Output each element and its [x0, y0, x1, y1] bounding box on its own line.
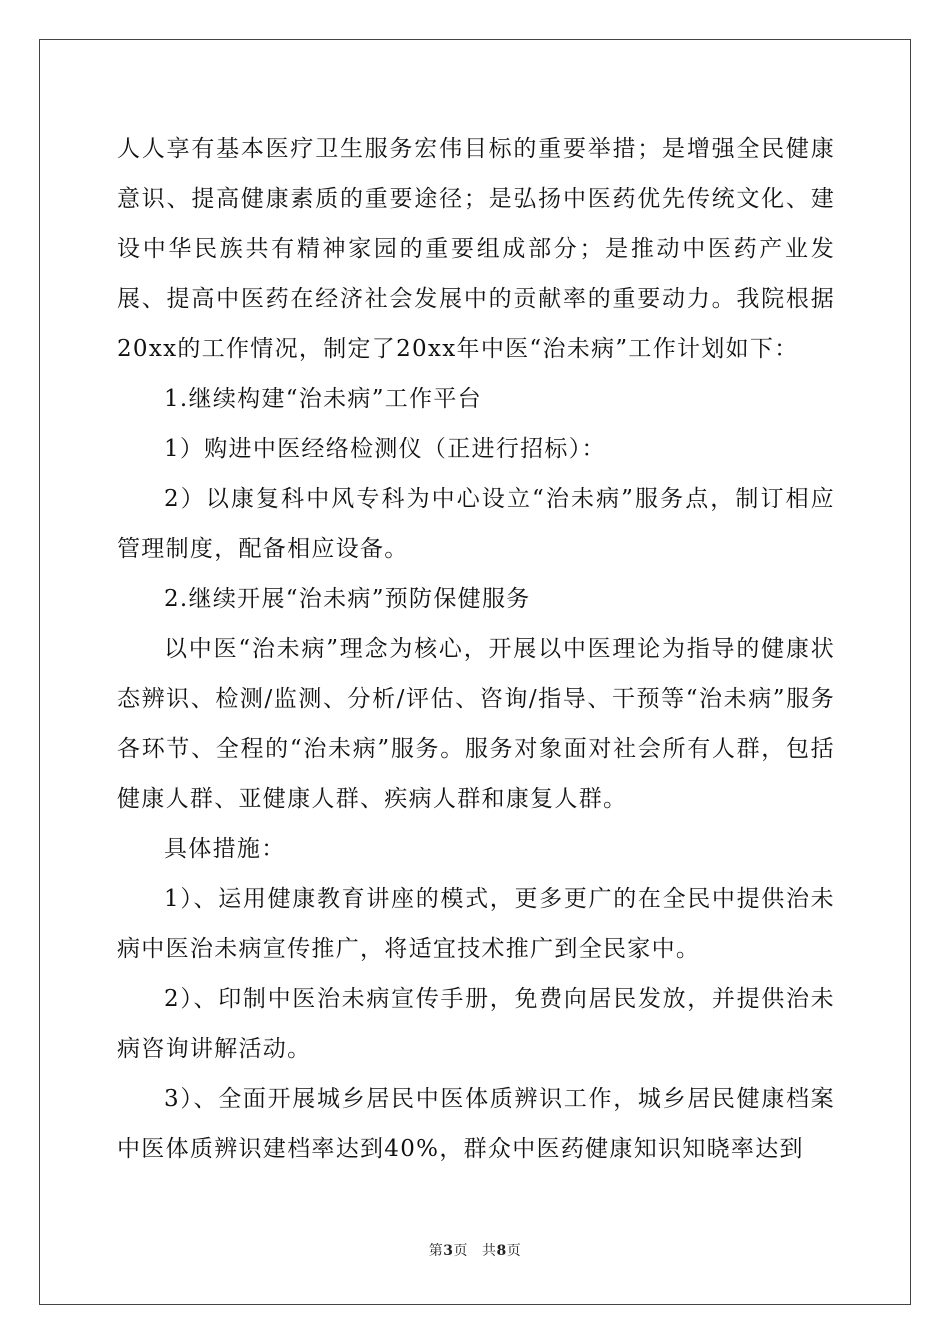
paragraph: 3）、全面开展城乡居民中医体质辨识工作，城乡居民健康档案中医体质辨识建档率达到40%，群众中医药健康知识知晓率达到: [117, 1086, 835, 1162]
page-total: 8: [496, 1243, 507, 1259]
paragraph: 2）以康复科中风专科为中心设立“治未病”服务点，制订相应管理制度，配备相应设备。: [117, 486, 835, 562]
document-body: [117, 124, 835, 1174]
total-unit: 页: [506, 1243, 522, 1259]
page-prefix: 第: [428, 1243, 444, 1259]
page-current: 3: [443, 1243, 454, 1259]
paragraph: 人人享有基本医疗卫生服务宏伟目标的重要举措；是增强全民健康意识、提高健康素质的重要途径；是弘扬中医药优先传统文化、建设中华民族共有精神家园的重要组成部分；是推动中医药产业发展、提高中医药在经济社会发展中的贡献率的重要动力。我院根据20xx的工作情况，制定了20xx年中医“治未病”工作计划如下：: [117, 136, 835, 362]
page-footer: [0, 1240, 950, 1260]
paragraph: 1）购进中医经络检测仪（正进行招标）：: [164, 436, 606, 462]
paragraph: 1）、运用健康教育讲座的模式，更多更广的在全民中提供治未病中医治未病宣传推广，将适宜技术推广到全民家中。: [117, 886, 835, 962]
section-heading: 1.继续构建“治未病”工作平台: [164, 386, 482, 412]
total-prefix: 共: [482, 1243, 497, 1259]
paragraph: 以中医“治未病”理念为核心，开展以中医理论为指导的健康状态辨识、检测/监测、分析/评估、咨询/指导、干预等“治未病”服务各环节、全程的“治未病”服务。服务对象面对社会所有人群，包括健康人群、亚健康人群、疾病人群和康复人群。: [117, 636, 835, 812]
paragraph: 2）、印制中医治未病宣传手册，免费向居民发放，并提供治未病咨询讲解活动。: [117, 986, 835, 1062]
section-heading: 2.继续开展“治未病”预防保健服务: [164, 586, 531, 612]
paragraph: 具体措施：: [164, 836, 286, 862]
page-unit: 页: [453, 1243, 468, 1259]
